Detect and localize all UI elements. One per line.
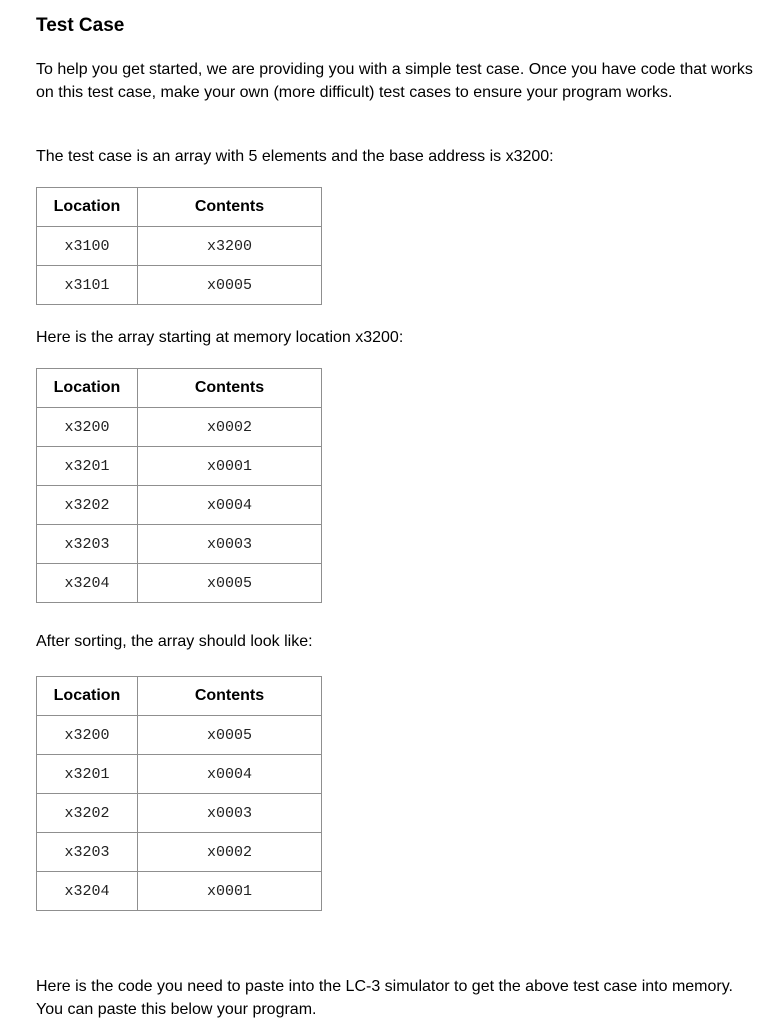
table-row: [37, 408, 322, 447]
location-cell: x3204: [37, 872, 138, 911]
location-cell: x3200: [37, 408, 138, 447]
contents-header: Contents: [138, 188, 322, 227]
location-cell: x3202: [37, 486, 138, 525]
table-row: [37, 227, 322, 266]
contents-cell: x0003: [138, 525, 322, 564]
code-description: Here is the code you need to paste into the LC-3 simulator to get the above test case into memory. You can paste this below your program.: [36, 978, 733, 1018]
contents-cell: x0005: [138, 266, 322, 305]
location-cell: x3204: [37, 564, 138, 603]
sorted-array-table: [36, 676, 322, 911]
initial-array-table: [36, 368, 322, 603]
table-row: [37, 833, 322, 872]
location-header: Location: [37, 677, 138, 716]
location-cell: x3100: [37, 227, 138, 266]
table-header-row: [37, 677, 322, 716]
location-cell: x3101: [37, 266, 138, 305]
table-row: [37, 486, 322, 525]
contents-cell: x0002: [138, 833, 322, 872]
contents-cell: x3200: [138, 227, 322, 266]
table-row: [37, 755, 322, 794]
location-cell: x3203: [37, 525, 138, 564]
location-cell: x3201: [37, 755, 138, 794]
table-row: [37, 716, 322, 755]
contents-cell: x0002: [138, 408, 322, 447]
contents-cell: x0005: [138, 716, 322, 755]
contents-cell: x0004: [138, 486, 322, 525]
table-row: [37, 564, 322, 603]
table-header-row: [37, 369, 322, 408]
after-sorting-description: After sorting, the array should look like:: [36, 633, 313, 650]
location-cell: x3202: [37, 794, 138, 833]
location-cell: x3200: [37, 716, 138, 755]
array-description: Here is the array starting at memory location x3200:: [36, 329, 404, 346]
pointer-table: [36, 187, 322, 305]
table-header-row: [37, 188, 322, 227]
contents-header: Contents: [138, 369, 322, 408]
test-case-description: The test case is an array with 5 elements and the base address is x3200:: [36, 148, 554, 165]
contents-cell: x0004: [138, 755, 322, 794]
contents-cell: x0003: [138, 794, 322, 833]
table-row: [37, 872, 322, 911]
contents-cell: x0001: [138, 872, 322, 911]
table-row: [37, 266, 322, 305]
table-row: [37, 794, 322, 833]
location-header: Location: [37, 188, 138, 227]
location-header: Location: [37, 369, 138, 408]
section-title: Test Case: [36, 15, 125, 36]
contents-cell: x0005: [138, 564, 322, 603]
intro-paragraph: To help you get started, we are providing you with a simple test case. Once you have code that works on this test case, make your own (more difficult) test cases to ensure your program works.: [36, 61, 753, 101]
location-cell: x3201: [37, 447, 138, 486]
location-cell: x3203: [37, 833, 138, 872]
contents-cell: x0001: [138, 447, 322, 486]
contents-header: Contents: [138, 677, 322, 716]
table-row: [37, 447, 322, 486]
table-row: [37, 525, 322, 564]
